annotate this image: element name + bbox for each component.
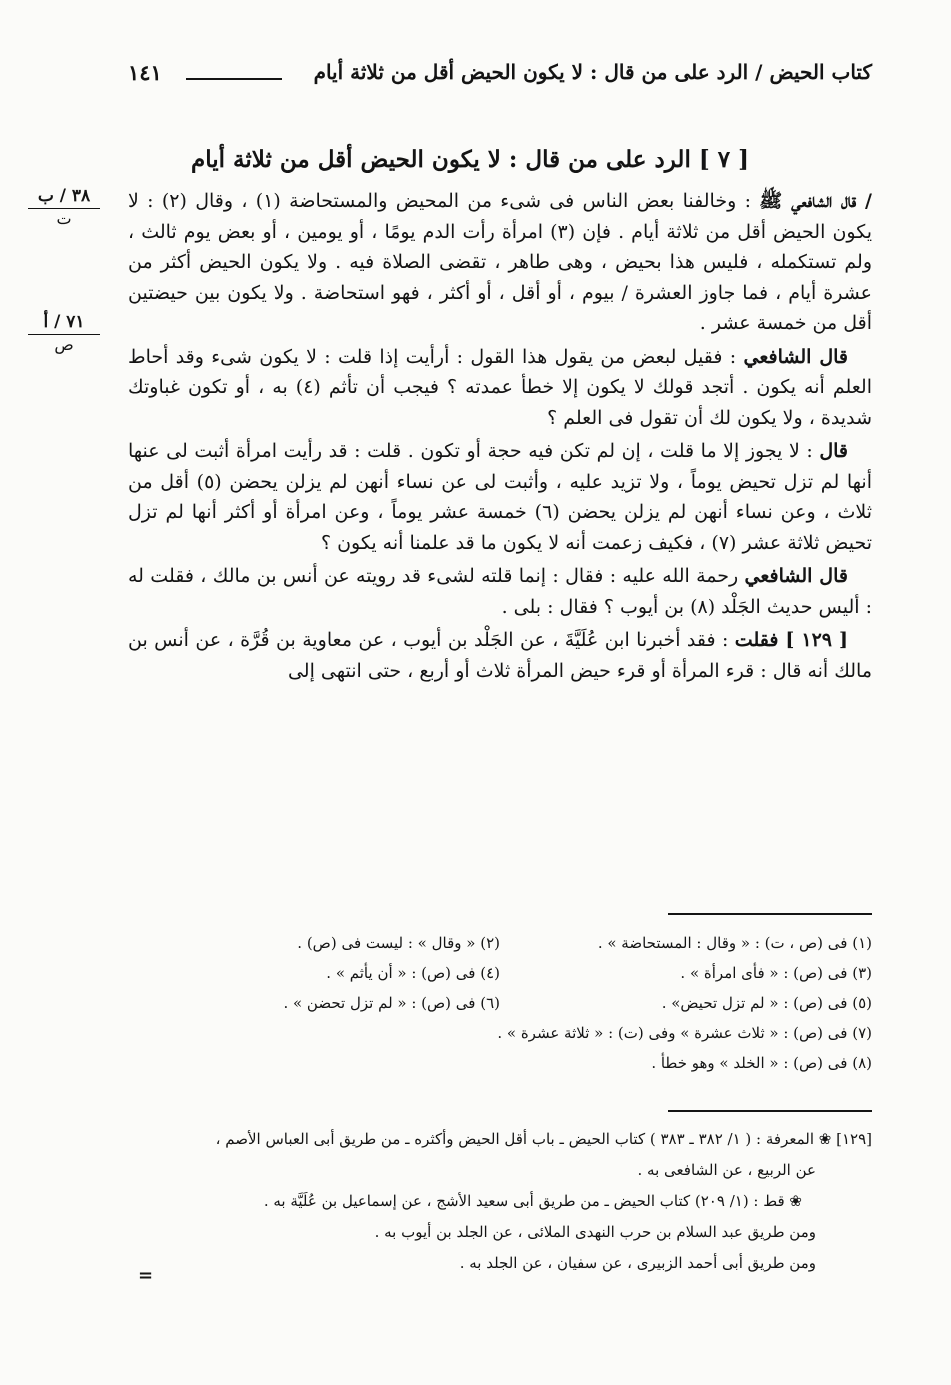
paragraph-text: : لا يجوز إلا ما قلت ، إن لم تكن فيه حجة أو تكون . قلت : قد رأيت امرأة أثبت لى عنها أنها لم تزل تحيض يوماً ، ولا تزيد عليه ، وأثبت لى عن نساء أنهن لم يزلن يحضن (٥) أقل من ثلاث ، وعن نساء أنهن لم يزلن يحضن (٦) خمسة عشر يوماً ، وعن امرأة أو أكثر أنها لم تزل تحيض ثلاثة عشر (٧) ، فكيف زعمت أنه لا يكون ما قد علمنا أنه يكون ؟ — [128, 440, 872, 554]
paragraph — [128, 625, 872, 686]
margin-note-manuscript: ت — [56, 209, 72, 228]
source-line: ومن طريق عبد السلام بن حرب النهدى الملائى ، عن الجلد بن أيوب به . — [374, 1223, 816, 1241]
footnote: (٧) فى (ص) : « ثلاث عشرة » وفى (ت) : « ثلاثة عشرة » . — [497, 1024, 872, 1042]
footnote: (٤) فى (ص) : « أن يأثم » . — [326, 964, 500, 982]
margin-note-folio: ٣٨ / ب — [28, 186, 100, 209]
footnote-row — [128, 1018, 872, 1048]
footnote-row — [128, 958, 872, 988]
speaker-label: قال الشافعي — [744, 565, 848, 587]
page-number: ١٤١ — [128, 60, 162, 85]
margin-note-manuscript: ص — [54, 335, 74, 354]
source-line: ومن طريق أبى أحمد الزبيرى ، عن سفيان ، عن الجلد به . — [459, 1254, 816, 1272]
footnote-row — [128, 988, 872, 1018]
speaker-label: قال — [819, 440, 848, 462]
source-line: عن الربيع ، عن الشافعى به . — [637, 1161, 816, 1179]
margin-note-2 — [28, 312, 100, 354]
paragraph-text: : وخالفنا بعض الناس فى شىء من المحيض والمستحاضة (١) ، وقال (٢) : لا يكون الحيض أقل من ثلاثة أيام . فإن (٣) امرأة رأت الدم يومًا ، أو يومين ، أو بعض يوم ثالث ، ولم تستكمله ، فليس هذا بحيض ، وهى طاهر ، تقضى الصلاة فيه . ولا يكون الحيض أكثر من عشرة أيام ، فما جاوز العشرة / بيوم ، أو أقل ، أو أكثر ، فهو استحاضة . ولا يكون بين حيضتين أقل من خمسة عشر . — [128, 190, 872, 334]
footnote-row — [128, 1048, 872, 1078]
footnote-rule — [668, 913, 872, 915]
main-text — [128, 186, 872, 689]
header-title: كتاب الحيض / الرد على من قال : لا يكون الحيض أقل من ثلاثة أيام — [313, 60, 872, 84]
footnote: (١) فى (ص ، ت) : « وقال : المستحاضة » . — [597, 934, 872, 952]
margin-note-1 — [28, 186, 100, 228]
continuation-mark: = — [138, 1265, 154, 1286]
sources-rule — [668, 1110, 872, 1112]
takhrij-sources — [128, 1124, 872, 1279]
paragraph-text: : فقيل لبعض من يقول هذا القول : أرأيت إذا قلت : لا يكون شىء وقد أحاط العلم أنه يكون . أتجد قولك لا يكون إلا خطأ عمدته ؟ فيجب أن تأثم (٤) به ، أو تكون غباوتك شديدة ، ولا يكون لك أن تقول فى العلم ؟ — [128, 345, 873, 429]
source-line: [١٢٩] ❀ المعرفة : ( ١/ ٣٨٢ ـ ٣٨٣ ) كتاب الحيض ـ باب أقل الحيض وأكثره ـ من طريق أبى العباس الأصم ، — [215, 1130, 872, 1148]
footnote: (٦) فى (ص) : « لم تزل تحضن » . — [283, 994, 500, 1012]
paragraph-text: رحمة الله عليه : فقال : إنما قلته لشىء قد رويته عن أنس بن مالك ، فقلت له : أليس حديث الجَلْد (٨) بن أيوب ؟ فقال : بلى . — [128, 565, 872, 618]
paragraph — [128, 561, 872, 622]
footnotes — [128, 928, 872, 1078]
speaker-label: / قال الشافعي ﷺ — [759, 190, 872, 212]
paragraph — [128, 436, 872, 558]
section-title: [ ٧ ] الرد على من قال : لا يكون الحيض أقل من ثلاثة أيام — [191, 146, 749, 173]
paragraph — [128, 186, 872, 339]
footnote: (٨) فى (ص) : « الخلد » وهو خطأ . — [651, 1054, 872, 1072]
paragraph — [128, 342, 872, 434]
footnote: (٢) « وقال » : ليست فى (ص) . — [297, 934, 500, 952]
footnote-row — [128, 928, 872, 958]
footnote: (٥) فى (ص) : « لم تزل تحيض» . — [661, 994, 872, 1012]
header-rule — [186, 78, 282, 80]
footnote: (٣) فى (ص) : « فأى امرأة » . — [680, 964, 872, 982]
hadith-number: [ ١٢٩ ] فقلت — [734, 629, 848, 651]
running-header — [128, 60, 872, 94]
margin-note-folio: ٧١ / أ — [28, 312, 100, 335]
speaker-label: قال الشافعي — [743, 345, 848, 368]
paragraph-text: : فقد أخبرنا ابن عُلَيَّةَ ، عن الجَلْد بن أيوب ، عن معاوية بن قُرَّة ، عن أنس بن مالك أنه قال : قرء المرأة أو قرء حيض المرأة ثلاث أو أربع ، حتى انتهى إلى — [128, 629, 872, 682]
source-line: ❀ قط : (١/ ٢٠٩) كتاب الحيض ـ من طريق أبى سعيد الأشج ، عن إسماعيل بن عُلَيَّة به . — [263, 1192, 802, 1210]
